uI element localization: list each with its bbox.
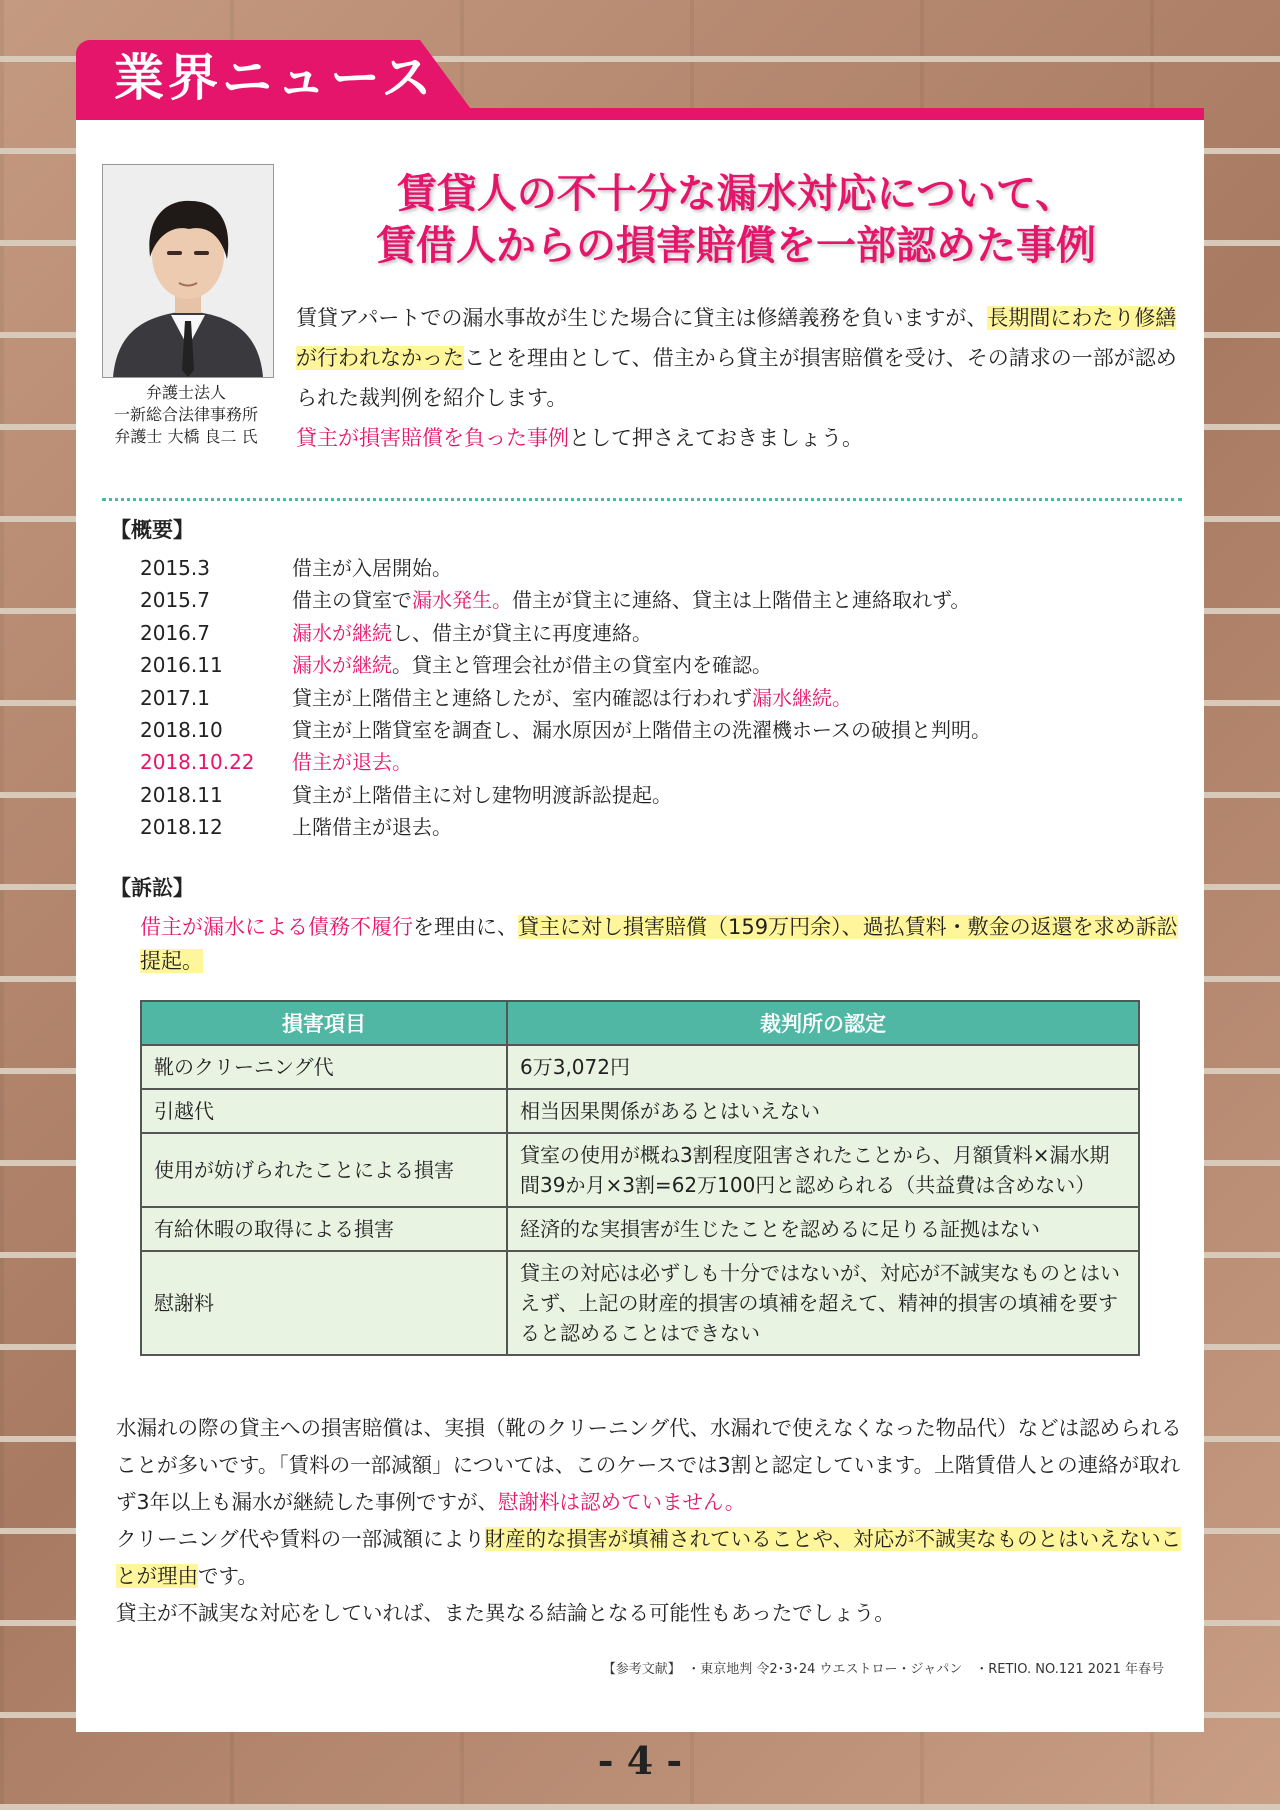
court-ruling-cell: 相当因果関係があるとはいえない <box>507 1089 1139 1133</box>
article-card <box>76 120 1204 1732</box>
court-ruling-cell: 経済的な実損害が生じたことを認めるに足りる証拠はない <box>507 1207 1139 1251</box>
timeline-event-text: 漏水発生。 <box>412 588 512 613</box>
timeline-row <box>140 649 1180 681</box>
timeline-row <box>140 682 1180 714</box>
lead-text-1: 賃貸アパートでの漏水事故が生じた場合に貸主は修繕義務を負いますが、 <box>296 306 988 330</box>
author-firm-type: 弁護士法人 <box>145 383 226 402</box>
conclusion-red-text: 慰謝料は認めていません。 <box>498 1490 746 1514</box>
damage-item-cell: 慰謝料 <box>141 1251 507 1355</box>
conclusion-text-1: 水漏れの際の貸主への損害賠償は、実損（靴のクリーニング代、水漏れで使えなくなった物品代）などは認められることが多いです。「賃料の一部減額」については、このケースでは3割と認定しています。上階賃借人との連絡が取れず3年以上も漏水が継続した事例ですが、 <box>116 1416 1182 1514</box>
conclusion-paragraph <box>116 1410 1186 1632</box>
table-row <box>141 1045 1139 1089</box>
page-number: - 4 - <box>597 1738 683 1783</box>
article-title-line-2: 賃借人からの損害賠償を一部認めた事例 <box>376 223 1096 269</box>
header-damage-item: 損害項目 <box>141 1001 507 1045</box>
damage-item-cell: 靴のクリーニング代 <box>141 1045 507 1089</box>
damage-item-cell: 引越代 <box>141 1089 507 1133</box>
timeline-event <box>292 552 452 584</box>
timeline-event <box>292 811 452 843</box>
timeline-event-text: 借主が退去。 <box>292 750 412 775</box>
timeline-date: 2017.1 <box>140 685 210 710</box>
timeline-row <box>140 811 1180 843</box>
references: 【参考文献】 ・東京地判 令2･3･24 ウエストロー・ジャパン ・RETIO. NO.121 2021 年春号 <box>602 1662 1164 1677</box>
article-title <box>276 168 1196 272</box>
conclusion-text-3: です。 <box>198 1564 258 1588</box>
timeline-event-text: 借主が入居開始。 <box>292 556 452 580</box>
timeline-event-text: 上階借主が退去。 <box>292 815 452 840</box>
damage-item-cell: 有給休暇の取得による損害 <box>141 1207 507 1251</box>
timeline-date: 2018.10 <box>140 717 223 742</box>
timeline-event-text: 漏水継続。 <box>752 685 852 710</box>
overview-label: 【概要】 <box>110 518 194 542</box>
timeline-event-text: し、借主が貸主に再度連絡。 <box>392 620 652 645</box>
header-court-ruling: 裁判所の認定 <box>507 1001 1139 1045</box>
timeline-event-text: 貸主が上階貸室を調査し、漏水原因が上階借主の洗濯機ホースの破損と判明。 <box>292 717 991 742</box>
timeline-date: 2015.7 <box>140 588 210 613</box>
timeline-event-text: 。貸主と管理会社が借主の貸室内を確認。 <box>392 653 772 678</box>
dotted-divider <box>102 498 1182 501</box>
section-title: 業界ニュース <box>114 49 436 107</box>
timeline-row <box>140 617 1180 649</box>
timeline-event-text: 貸主が上階借主と連絡したが、室内確認は行われず <box>292 685 752 710</box>
lead-text-2: ことを理由として、借主から貸主が損害賠償を受け、その請求の一部が認められた裁判例を紹介します。 <box>296 346 1177 410</box>
timeline-date: 2018.11 <box>140 782 223 807</box>
timeline-event-text: 借主が貸主に連絡、貸主は上階借主と連絡取れず。 <box>512 588 971 613</box>
timeline-row <box>140 746 1180 778</box>
lawsuit-mid-text: を理由に、 <box>413 915 518 939</box>
timeline-row <box>140 779 1180 811</box>
damages-header-row <box>141 1001 1139 1045</box>
timeline-event <box>292 682 852 714</box>
table-row <box>141 1207 1139 1251</box>
table-row <box>141 1133 1139 1207</box>
timeline-event-text: 漏水が継続 <box>292 620 392 645</box>
author-firm-name: 一新総合法律事務所 <box>113 405 258 424</box>
damages-table <box>140 1000 1140 1356</box>
conclusion-text-4: 貸主が不誠実な対応をしていれば、また異なる結論となる可能性もあったでしょう。 <box>116 1601 895 1625</box>
conclusion-highlight: 財産的な損害が填補されていることや、対応が不誠実なものとはいえないことが理由 <box>116 1527 1182 1588</box>
article-title-line-1: 賃貸人の不十分な漏水対応について、 <box>396 171 1076 217</box>
author-caption <box>86 382 286 448</box>
conclusion-text-2: クリーニング代や賃料の一部減額により <box>116 1527 485 1551</box>
timeline-date: 2016.7 <box>140 620 210 645</box>
lead-text-3: として押さえておきましょう。 <box>569 426 863 450</box>
court-ruling-cell: 貸室の使用が概ね3割程度阻害されたことから、月額賃料×漏水期間39か月×3割=62万100円と認められる（共益費は含めない） <box>507 1133 1139 1207</box>
section-header <box>76 40 1204 120</box>
timeline-date: 2018.12 <box>140 815 223 840</box>
timeline-event <box>292 649 772 681</box>
timeline-event <box>292 779 672 811</box>
timeline-event-text: 漏水が継続 <box>292 653 392 678</box>
timeline-event-text: 貸主が上階借主に対し建物明渡訴訟提起。 <box>292 782 672 807</box>
lawsuit-red-text: 借主が漏水による債務不履行 <box>140 915 413 939</box>
timeline-event-text: 借主の貸室で <box>292 588 412 613</box>
author-name: 弁護士 大橋 良二 氏 <box>114 427 258 446</box>
portrait-photo <box>102 164 274 378</box>
court-ruling-cell: 6万3,072円 <box>507 1045 1139 1089</box>
timeline-date: 2015.3 <box>140 556 210 580</box>
timeline-row <box>140 584 1180 616</box>
lead-highlight: 長期間にわたり修繕が行われなかった <box>296 306 1177 370</box>
lead-paragraph <box>296 298 1196 458</box>
timeline-row <box>140 552 1180 584</box>
table-row <box>141 1089 1139 1133</box>
timeline-event <box>292 584 970 616</box>
lead-red-text: 貸主が損害賠償を負った事例 <box>296 426 569 450</box>
timeline-event <box>292 746 412 778</box>
timeline-event <box>292 617 652 649</box>
damage-item-cell: 使用が妨げられたことによる損害 <box>141 1133 507 1207</box>
portrait-icon <box>103 165 273 377</box>
timeline-date: 2018.10.22 <box>140 750 255 775</box>
timeline-event <box>292 714 991 746</box>
court-ruling-cell: 貸主の対応は必ずしも十分ではないが、対応が不誠実なものとはいえず、上記の財産的損害の填補を超えて、精神的損害の填補を要すると認めることはできない <box>507 1251 1139 1355</box>
lawsuit-text <box>140 910 1180 978</box>
table-row <box>141 1251 1139 1355</box>
timeline-row <box>140 714 1180 746</box>
lawsuit-label: 【訴訟】 <box>110 876 194 900</box>
overview-timeline <box>140 552 1180 844</box>
lawsuit-highlight: 貸主に対し損害賠償（159万円余）、過払賃料・敷金の返還を求め訴訟提起。 <box>140 915 1178 973</box>
timeline-date: 2016.11 <box>140 653 223 678</box>
